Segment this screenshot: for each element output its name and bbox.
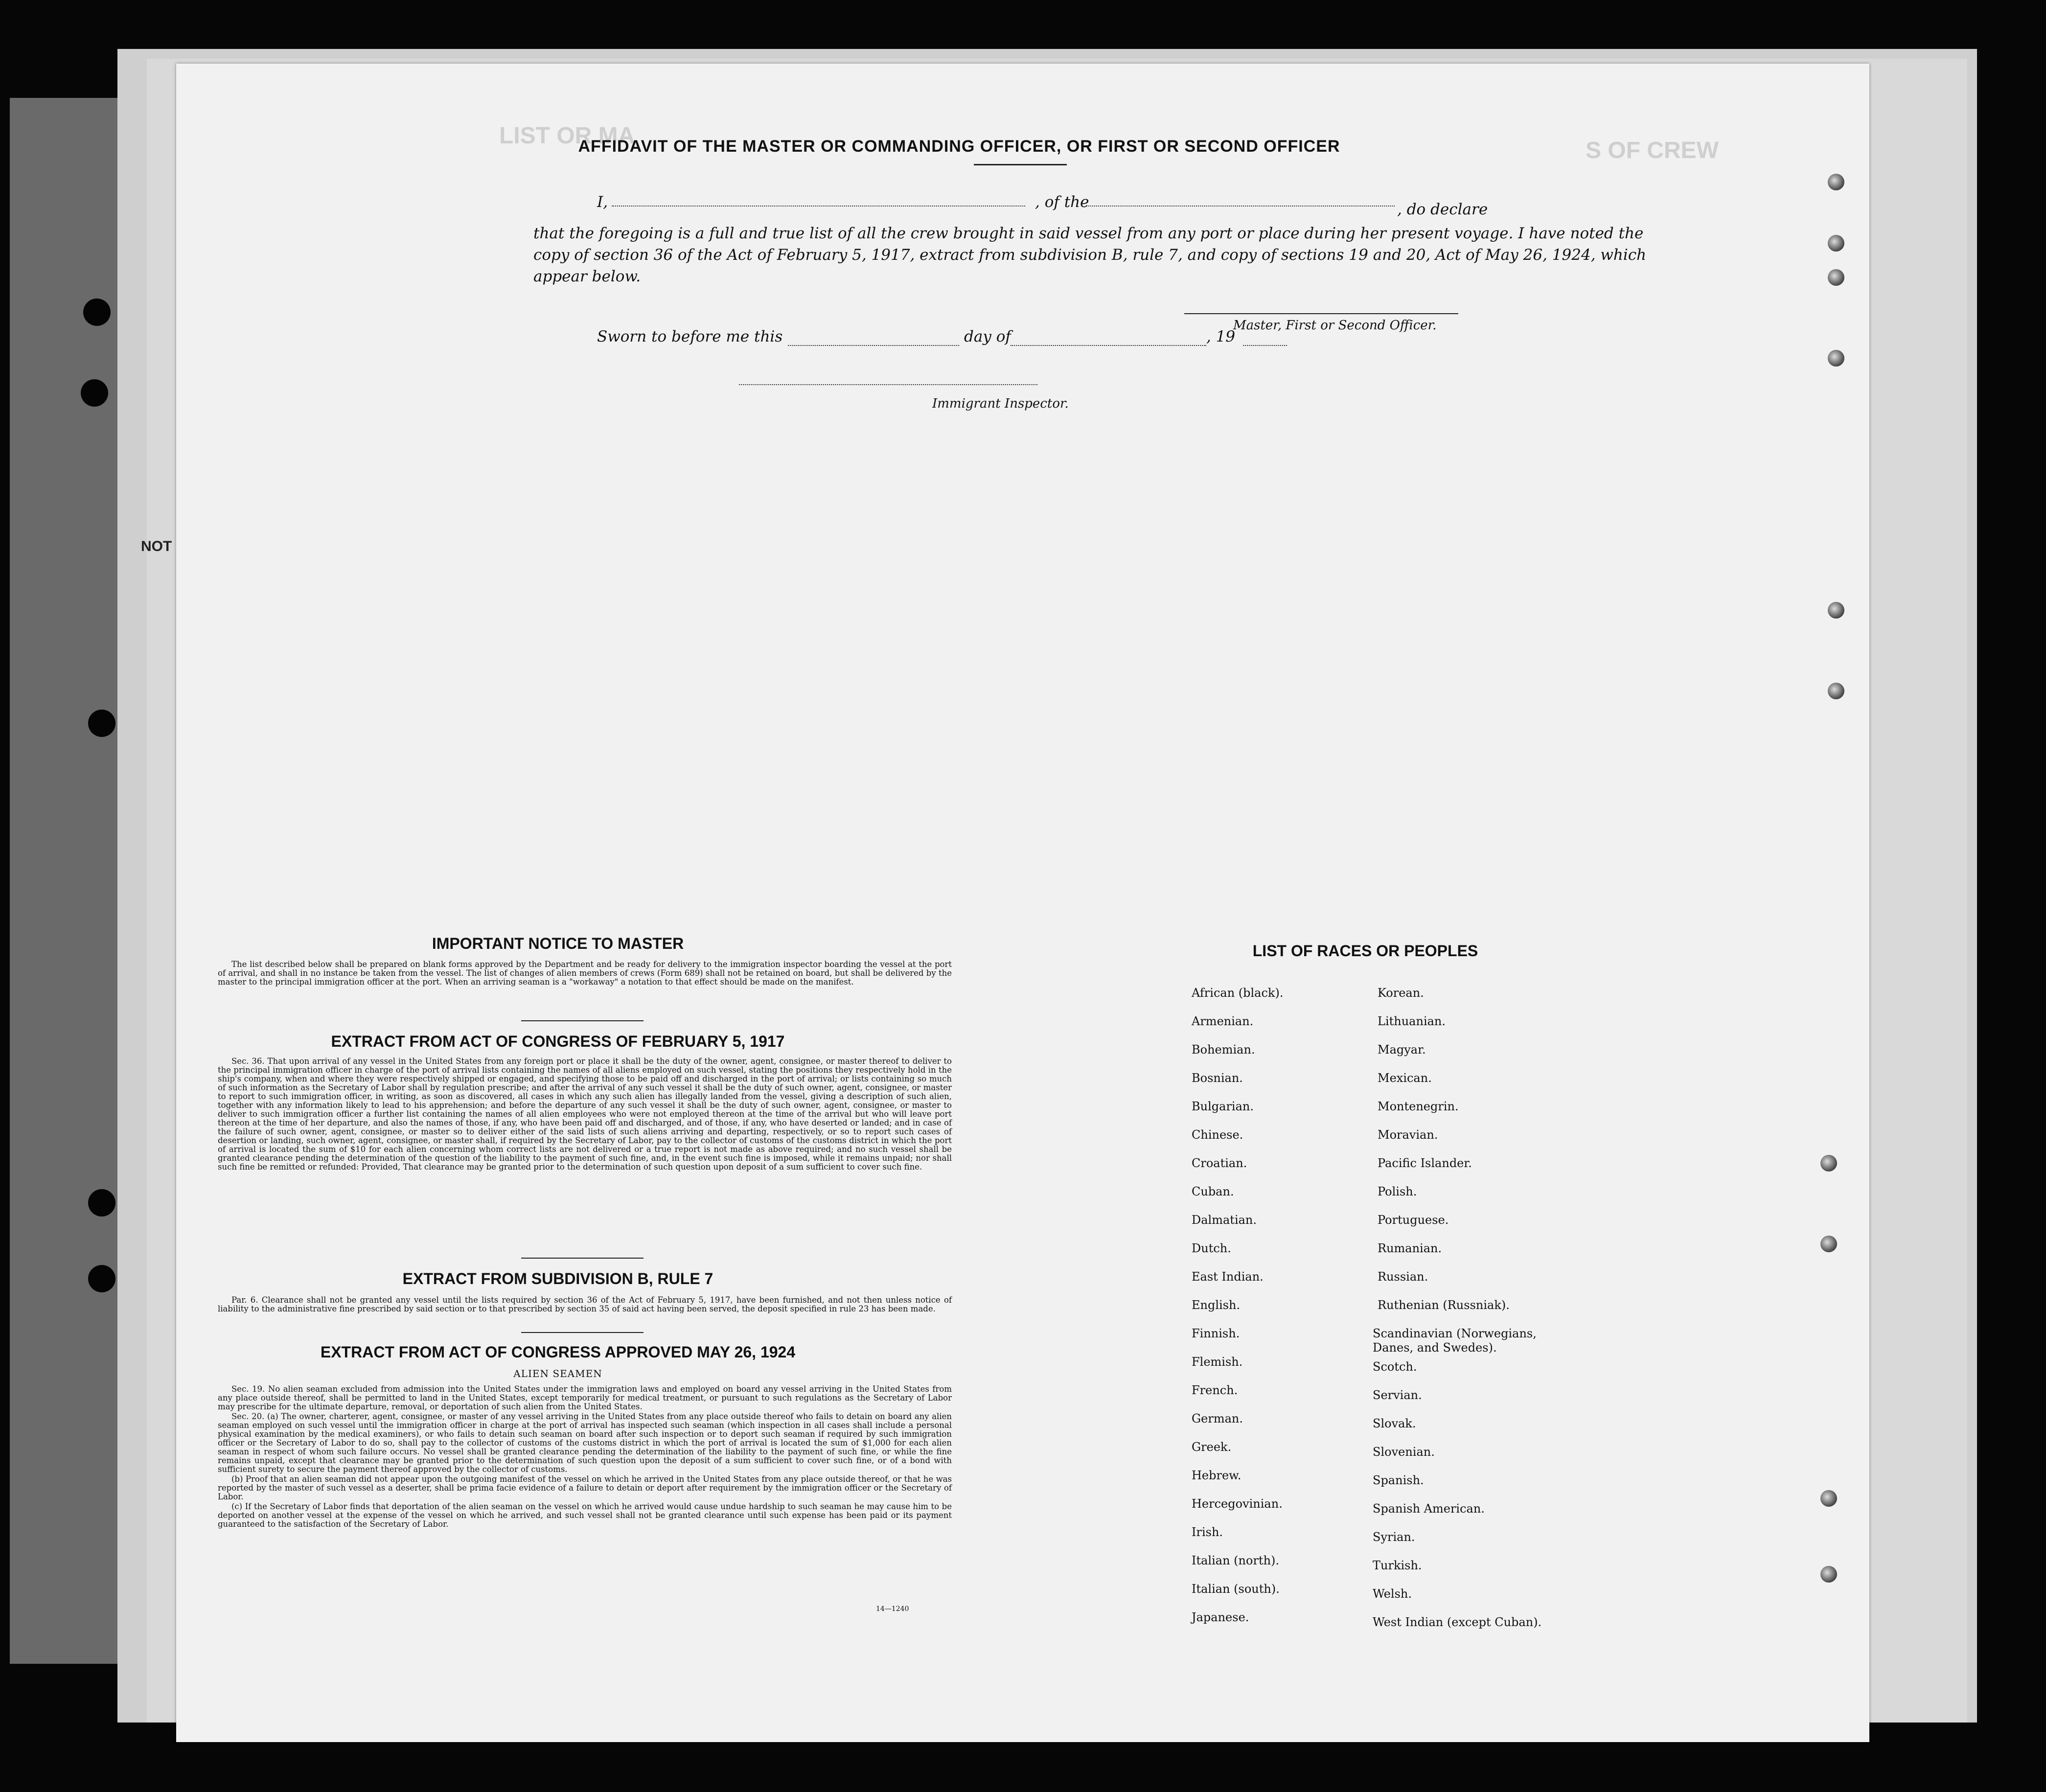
affidavit-body bbox=[533, 223, 1674, 287]
sec19-paragraph: Sec. 19. No alien seaman excluded from admission into the United States under the immigration laws and employed on board any vessel arriving in the United States from any place outside thereof, shall be permitted to land in the United States, except temporarily for medical treatment, or pursuant to such regulations as the Secretary of Labor may prescribe for the ultimate departure, removal, or deportation of such alien from the United States. bbox=[218, 1384, 952, 1411]
race-item: Bosnian. bbox=[1192, 1071, 1243, 1085]
sworn-day-line bbox=[788, 345, 959, 346]
race-item: Slovenian. bbox=[1373, 1445, 1435, 1459]
race-item: Scandinavian (Norwegians, bbox=[1373, 1327, 1537, 1340]
race-scandinavian-continued: Danes, and Swedes). bbox=[1373, 1341, 1497, 1355]
race-item: Hebrew. bbox=[1192, 1469, 1241, 1482]
race-item: German. bbox=[1192, 1412, 1243, 1425]
sworn-month-line bbox=[1011, 345, 1206, 346]
master-signature-line bbox=[1184, 313, 1458, 314]
race-item: Dutch. bbox=[1192, 1241, 1231, 1255]
race-item: Flemish. bbox=[1192, 1355, 1243, 1369]
form-number: 14—1240 bbox=[876, 1605, 909, 1613]
pin-hole bbox=[1828, 269, 1844, 286]
title-rule bbox=[974, 164, 1067, 165]
race-item: Welsh. bbox=[1373, 1587, 1412, 1601]
race-item: Greek. bbox=[1192, 1440, 1232, 1454]
race-item: Dalmatian. bbox=[1192, 1213, 1257, 1227]
extract-rule7-title: EXTRACT FROM SUBDIVISION B, RULE 7 bbox=[402, 1270, 713, 1287]
alien-seamen-heading: ALIEN SEAMEN bbox=[513, 1368, 602, 1379]
race-item: Italian (north). bbox=[1192, 1554, 1280, 1567]
sworn-year-line bbox=[1243, 345, 1287, 346]
race-item: Spanish American. bbox=[1373, 1502, 1485, 1516]
vessel-line bbox=[1086, 206, 1395, 207]
pin-hole bbox=[1820, 1155, 1837, 1172]
races-title: LIST OF RACES OR PEOPLES bbox=[1252, 942, 1478, 960]
sec36-paragraph: Sec. 36. That upon arrival of any vessel in the United States from any foreign port or place it shall be the duty of the owner, agent, consignee, or master thereof to deliver to the principal immigration officer in charge of the port of arrival lists containing the names of all aliens employed on such vessel, stating the positions they respectively hold in the ship's company, when and where they were respectively shipped or engaged, and specifying those to be paid off and discharged in the port of arrival; or lists containing so much of such information as the Secretary of Labor shall by regulation prescribe; and after the arrival of any such vessel it shall be the duty of such owner, agent, consignee, or master to report to such immigration officer, in writing, as soon as discovered, all cases in which any such alien has illegally landed from the vessel, giving a description of such alien, together with any information likely to lead to his apprehension; and before the departure of any such vessel it shall be the duty of such owner, agent, consignee, or master to deliver to such immigration officer a further list containing the names of all alien employees who were not employed thereon at the time of the arrival but who will leave port thereon at the time of her departure, and also the names of those, if any, who have been paid off and discharged, and of those, if any, who have deserted or landed; and in case of the failure of such owner, agent, consignee, or master so to deliver either of the said lists of such aliens arriving and departing, respectively, or so to report such cases of desertion or landing, such owner, agent, consignee, or master shall, if required by the Secretary of Labor, pay to the collector of customs of the customs district in which the port of arrival is located the sum of $10 for each alien concerning whom correct lists are not delivered or a true report is not made as above required; and no such vessel shall be granted clearance pending the determination of the question of the liability to the payment of such fine, and, in the event such fine is imposed, while it remains unpaid; nor shall such fine be remitted or refunded: Provided, That clearance may be granted prior to the determination of such question upon deposit of a sum sufficient to cover such fine. bbox=[218, 1057, 952, 1172]
race-item: Pacific Islander. bbox=[1378, 1156, 1472, 1170]
inspector-signature-line bbox=[739, 384, 1037, 385]
race-item: Bulgarian. bbox=[1192, 1100, 1254, 1113]
race-item: Polish. bbox=[1378, 1185, 1417, 1198]
pin-hole bbox=[1828, 602, 1844, 619]
race-item: Armenian. bbox=[1192, 1014, 1254, 1028]
affidavit-do-declare: , do declare bbox=[1397, 201, 1488, 218]
sworn-year: , 19 bbox=[1206, 328, 1236, 345]
race-item: Spanish. bbox=[1373, 1473, 1424, 1487]
bleed-through: S OF CREW bbox=[1586, 138, 1719, 163]
affidavit-title: AFFIDAVIT OF THE MASTER OR COMMANDING OFFICER, OR FIRST OR SECOND OFFICER bbox=[578, 137, 1340, 156]
pin-hole bbox=[1820, 1490, 1837, 1507]
extract-1924-title: EXTRACT FROM ACT OF CONGRESS APPROVED MAY 26, 1924 bbox=[320, 1343, 796, 1361]
race-item: Hercegovinian. bbox=[1192, 1497, 1283, 1511]
race-item: Slovak. bbox=[1373, 1417, 1416, 1430]
bleed-through: LIST OR MA bbox=[499, 123, 635, 149]
race-item: Korean. bbox=[1378, 986, 1424, 1000]
sworn-day-of: day of bbox=[964, 328, 1011, 345]
notice-paragraph: The list described below shall be prepared on blank forms approved by the Department and be ready for delivery to the immigration inspector boarding the vessel at the port of arrival, and shall in no instance be taken from the vessel. The list of changes of alien members of crews (Form 689) shall not be retained on board, but shall be delivered by the master to the principal immigration officer at the port. When an arriving seaman is a "workaway" a notation to that effect should be made on the manifest. bbox=[218, 960, 952, 987]
sworn-prefix: Sworn to before me this bbox=[597, 328, 783, 345]
race-item: Bohemian. bbox=[1192, 1043, 1255, 1057]
affidavit-body-text: that the foregoing is a full and true list of all the crew brought in said vessel from any port or place during her present voyage. I have noted the copy of section 36 of the Act of February 5, 1917, extract from subdivision B, rule 7, and copy of sections 19 and 20, Act of May 26, 1924, which appear below. bbox=[533, 225, 1647, 285]
race-item: Servian. bbox=[1373, 1388, 1422, 1402]
affidavit-sheet bbox=[176, 64, 1869, 1742]
pin-hole bbox=[1828, 174, 1844, 190]
pin-hole bbox=[1820, 1566, 1837, 1583]
race-item: Mexican. bbox=[1378, 1071, 1432, 1085]
race-item: Finnish. bbox=[1192, 1327, 1240, 1340]
race-item: Syrian. bbox=[1373, 1530, 1415, 1544]
inspector-caption: Immigrant Inspector. bbox=[932, 396, 1069, 411]
sec20c-paragraph: (c) If the Secretary of Labor finds that deportation of the alien seaman on the vessel on which he arrived would cause undue hardship to such seaman he may cause him to be deported on another vessel at the expense of the vessel on which he arrived, and such vessel shall not be granted clearance until such expense has been paid or its payment guaranteed to the satisfaction of the Secretary of Labor. bbox=[218, 1502, 952, 1529]
binder-hole bbox=[81, 379, 108, 407]
race-item: Lithuanian. bbox=[1378, 1014, 1446, 1028]
extract-1917-text bbox=[218, 1057, 952, 1172]
extract-1924-text bbox=[218, 1385, 952, 1530]
sec20b-paragraph: (b) Proof that an alien seaman did not appear upon the outgoing manifest of the vessel on which he arrived in the United States from any place outside thereof, or that he was reported by the master of such vessel as a deserter, shall be prima facie evidence of a failure to detain or deport after requirement by the immigration officer or the Secretary of Labor. bbox=[218, 1474, 952, 1501]
name-line bbox=[612, 206, 1025, 207]
binder-hole bbox=[88, 1265, 115, 1292]
race-item: Ruthenian (Russniak). bbox=[1378, 1298, 1510, 1312]
rule7-paragraph: Par. 6. Clearance shall not be granted any vessel until the lists required by section 36 of the Act of February 5, 1917, have been furnished, and not then unless notice of liability to the administrative fine prescribed by said section or to that prescribed by section 35 of said act having been served, the deposit specified in rule 23 has been made. bbox=[218, 1295, 952, 1313]
binder-hole bbox=[83, 299, 111, 326]
margin-text: NOT bbox=[141, 538, 172, 554]
race-item: African (black). bbox=[1192, 986, 1284, 1000]
pin-hole bbox=[1820, 1236, 1837, 1252]
race-item: West Indian (except Cuban). bbox=[1373, 1615, 1542, 1629]
race-item: Cuban. bbox=[1192, 1185, 1234, 1198]
notice-title: IMPORTANT NOTICE TO MASTER bbox=[432, 935, 684, 952]
race-item: Rumanian. bbox=[1378, 1241, 1442, 1255]
race-item: Scotch. bbox=[1373, 1360, 1417, 1374]
race-item: Montenegrin. bbox=[1378, 1100, 1459, 1113]
race-item: Japanese. bbox=[1192, 1610, 1249, 1624]
race-item: French. bbox=[1192, 1383, 1238, 1397]
sec20a-paragraph: Sec. 20. (a) The owner, charterer, agent, consignee, or master of any vessel arriving in the United States from any place outside thereof who fails to detain on board any alien seaman employed on such vessel until the immigration officer in charge at the port of arrival has inspected such seaman (which inspection in all cases shall include a personal physical examination by the medical examiners), or who fails to detain such seaman on board after such inspection or to deport such seaman if required by such immigration officer or the Secretary of Labor to do so, shall pay to the collector of customs of the customs district in which the port of arrival is located the sum of $1,000 for each alien seaman in respect of whom such failure occurs. No vessel shall be granted clearance pending the determination of the liability to the payment of such fine, or while the fine remains unpaid, except that clearance may be granted prior to the determination of such question upon the deposit of a sum sufficient to cover such fine, or of a bond with sufficient surety to secure the payment thereof approved by the collector of customs. bbox=[218, 1412, 952, 1474]
divider-rule bbox=[521, 1332, 644, 1333]
pin-hole bbox=[1828, 235, 1844, 252]
race-item: English. bbox=[1192, 1298, 1241, 1312]
extract-rule7-text bbox=[218, 1296, 952, 1314]
race-item: Turkish. bbox=[1373, 1559, 1422, 1572]
race-item: Chinese. bbox=[1192, 1128, 1243, 1142]
affidavit-of-the: , of the bbox=[1035, 193, 1089, 211]
binder-hole bbox=[88, 710, 115, 737]
race-item: East Indian. bbox=[1192, 1270, 1264, 1284]
race-item: Moravian. bbox=[1378, 1128, 1438, 1142]
master-caption: Master, First or Second Officer. bbox=[1233, 318, 1437, 333]
pin-hole bbox=[1828, 350, 1844, 367]
divider-rule bbox=[521, 1258, 644, 1259]
race-item: Italian (south). bbox=[1192, 1582, 1280, 1596]
race-item: Croatian. bbox=[1192, 1156, 1247, 1170]
notice-text bbox=[218, 960, 952, 988]
race-item: Portuguese. bbox=[1378, 1213, 1449, 1227]
pin-hole bbox=[1828, 683, 1844, 699]
race-item: Irish. bbox=[1192, 1525, 1223, 1539]
affidavit-i: I, bbox=[597, 193, 608, 211]
race-item: Magyar. bbox=[1378, 1043, 1426, 1057]
divider-rule bbox=[521, 1020, 644, 1021]
extract-1917-title: EXTRACT FROM ACT OF CONGRESS OF FEBRUARY 5, 1917 bbox=[331, 1033, 785, 1050]
race-item: Russian. bbox=[1378, 1270, 1428, 1284]
binder-hole bbox=[88, 1189, 115, 1217]
